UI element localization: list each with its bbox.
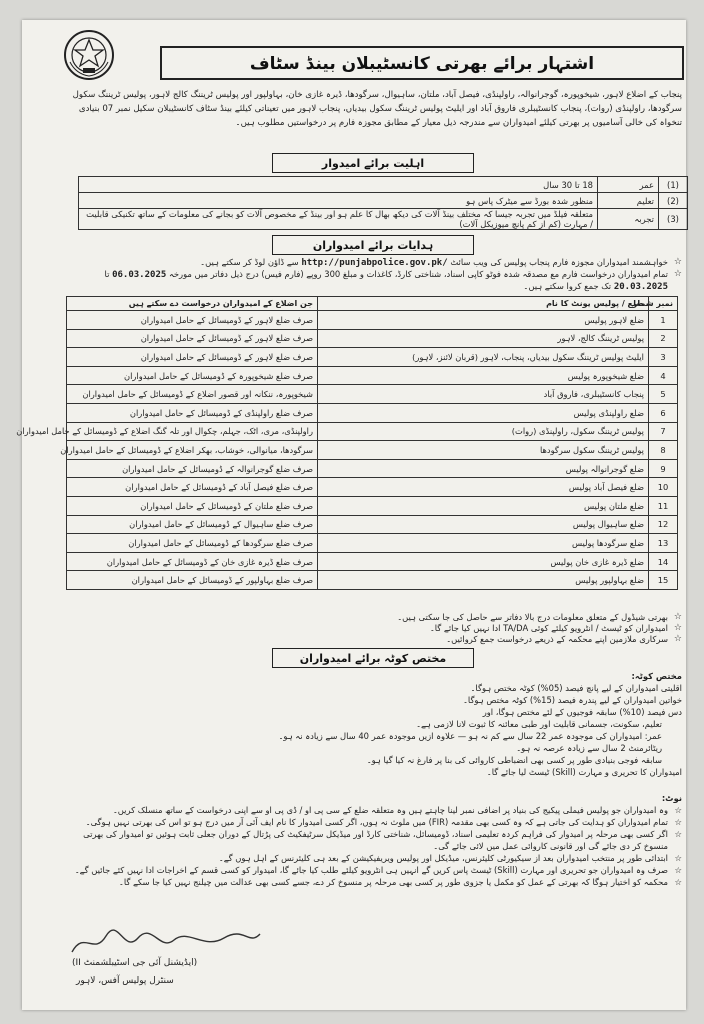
quota-label: مختص کوٹہ:: [631, 671, 682, 681]
note-item: [62, 828, 682, 852]
note-item: [62, 816, 682, 828]
eligible-domicile: سرگودھا، میانوالی، خوشاب، بھکر اضلاع کے ڈومیسائل کے حامل امیدواران: [67, 441, 318, 460]
eligible-domicile: شیخوپورہ، ننکانہ اور قصور اضلاع کے ڈومیسائل کے حامل امیدواران: [67, 385, 318, 404]
eligibility-row: [79, 177, 688, 193]
signatory-designation: (ایڈیشنل آئی جی اسٹیبلشمنٹ II): [72, 958, 198, 968]
row-num: 15: [649, 571, 678, 590]
note-text: وہ امیدواران جو پولیس فیملی پیکیج کی بنیاد پر اضافی نمبر لینا چاہتے ہیں وہ متعلقہ ضلع کے سی پی او / ڈی پی او سے اپنی درخواست کے ساتھ منسلک کریں۔: [112, 805, 668, 815]
row-num: 1: [649, 311, 678, 330]
guidelines-heading: ہدایات برائے امیدواران: [272, 235, 474, 255]
table-row: [67, 552, 678, 571]
eligible-domicile: صرف ضلع گوجرانوالہ کے ڈومیسائل کے حامل امیدواران: [67, 459, 318, 478]
list-item: ☆ سرکاری ملازمین اپنے محکمہ کے ذریعے درخواست جمع کروائیں۔: [62, 634, 682, 645]
quota-women: خواتین امیدواران کے لیے پندرہ فیصد (15%) کوٹہ مختص ہوگا۔: [462, 695, 682, 705]
download-instruction: ☆ خواہشمند امیدواران مجوزہ فارم پنجاب پولیس کی ویب سائٹ http://punjabpolice.gov.pk/ سے ڈاؤن لوڈ کر سکتے ہیں۔: [62, 257, 682, 269]
star-bullet-icon: ☆: [674, 877, 682, 887]
row-num: 7: [649, 422, 678, 441]
eligibility-num: (3): [659, 209, 688, 230]
quota-ex-servicemen: دس فیصد (10%) سابقہ فوجیوں کے لئے مختص ہوگا، اور: [482, 707, 682, 717]
unit-name: ضلع لاہور پولیس: [318, 311, 649, 330]
table-header-row: [67, 297, 678, 311]
signatory-office: سنٹرل پولیس آفس، لاہور: [76, 976, 174, 986]
unit-name: پولیس ٹریننگ سکول، راولپنڈی (روات): [318, 422, 649, 441]
table-row: [67, 366, 678, 385]
page-title: اشتہار برائے بھرتی کانسٹیبلان بینڈ سٹاف: [160, 46, 684, 80]
after-table-notes: [62, 612, 682, 645]
quota-ex-condition: سابقہ فوجی بنیادی طور پر کسی بھی انضباطی کاروائی کی بنا پر فارغ نہ کیا گیا ہو۔: [366, 755, 662, 765]
date-to: 20.03.2025: [613, 282, 668, 292]
police-crest-logo: [62, 28, 116, 82]
quota-ex-condition: تعلیم، سکونت، جسمانی قابلیت اور طبی معائنہ کا ثبوت لانا لازمی ہے۔: [416, 719, 662, 729]
table-row: [67, 403, 678, 422]
table-row: [67, 515, 678, 534]
star-bullet-icon: ☆: [674, 805, 682, 815]
eligible-domicile: راولپنڈی، مری، اٹک، جہلم، چکوال اور تلہ گنگ اضلاع کے ڈومیسائل کے حامل امیدواران: [67, 422, 318, 441]
note-item: [62, 852, 682, 864]
unit-name: ضلع ساہیوال پولیس: [318, 515, 649, 534]
header: [62, 26, 682, 84]
row-num: 14: [649, 552, 678, 571]
eligibility-value: متعلقہ فیلڈ میں تجربہ جیسا کہ مختلف بینڈ آلات کی دیکھ بھال کا علم ہو اور بینڈ کے مخصوص آلات کو بجانے کی معلومات کے ساتھ تکنیکی قابلیت / مہارت (کم از کم پانچ میوزیکل آلات): [79, 209, 598, 230]
list-item: ☆ بھرتی شیڈول کے متعلق معلومات درج بالا دفاتر سے حاصل کی جا سکتی ہیں۔: [62, 612, 682, 623]
row-num: 6: [649, 403, 678, 422]
row-num: 9: [649, 459, 678, 478]
row-num: 2: [649, 329, 678, 348]
note-text: اگر کسی بھی مرحلہ پر امیدوار کی فراہم کردہ تعلیمی اسناد، ڈومیسائل، شناختی کارڈ اور میڈیکل سرٹیفکیٹ کی پڑتال کے دوران جعلی ثابت ہوئیں تو امیدوار کی بھرتی منسوخ کر دی جائے گی اور قانونی کاروائی عمل میں لائی جائے گی۔: [83, 829, 668, 851]
star-bullet-icon: ☆: [674, 865, 682, 875]
star-bullet-icon: ☆: [674, 817, 682, 827]
unit-name: پولیس ٹریننگ کالج، لاہور: [318, 329, 649, 348]
eligible-domicile: صرف ضلع سرگودھا کے ڈومیسائل کے حامل امیدواران: [67, 534, 318, 553]
unit-name: ضلع ڈیرہ غازی خان پولیس: [318, 552, 649, 571]
unit-name: ضلع گوجرانوالہ پولیس: [318, 459, 649, 478]
eligible-domicile: صرف ضلع فیصل آباد کے ڈومیسائل کے حامل امیدواران: [67, 478, 318, 497]
guidelines-list: [62, 257, 682, 293]
note-item: [62, 804, 682, 816]
note-text: تمام امیدواران کو ہدایت کی جاتی ہے کہ وہ کسی بھی مقدمہ (FIR) میں ملوث نہ ہوں، اگر کسی امیدوار کا نام ایف آئی آر میں درج ہو تو اس کی بھرتی نہیں ہوگی۔: [85, 817, 668, 827]
table-row: [67, 571, 678, 590]
eligible-domicile: صرف ضلع راولپنڈی کے ڈومیسائل کے حامل امیدواران: [67, 403, 318, 422]
eligible-domicile: صرف ضلع شیخوپورہ کے ڈومیسائل کے حامل امیدواران: [67, 366, 318, 385]
unit-name: ضلع ملتان پولیس: [318, 496, 649, 515]
row-num: 5: [649, 385, 678, 404]
note-text: صرف وہ امیدواران جو تحریری اور مہارت (Skill) ٹیسٹ پاس کریں گے انہیں ہی انٹرویو کیلئے طلب کیا جائے گا، امیدوار کو کسی قسم کے اخراجات ادا نہیں کئے جائیں گے۔: [74, 865, 668, 875]
quota-section: [62, 670, 682, 778]
row-num: 8: [649, 441, 678, 460]
website-link[interactable]: http://punjabpolice.gov.pk/: [301, 258, 448, 268]
eligibility-num: (1): [659, 177, 688, 193]
signature-block: [58, 926, 268, 996]
row-num: 13: [649, 534, 678, 553]
unit-name: ضلع بہاولپور پولیس: [318, 571, 649, 590]
unit-name: ضلع فیصل آباد پولیس: [318, 478, 649, 497]
eligible-domicile: صرف ضلع لاہور کے ڈومیسائل کے حامل امیدواران: [67, 311, 318, 330]
eligibility-label: تعلیم: [598, 193, 659, 209]
unit-name: پنجاب کانسٹیبلری، فاروق آباد: [318, 385, 649, 404]
quota-ex-condition: ریٹائرمنٹ 2 سال سے زیادہ عرصہ نہ ہو۔: [516, 743, 662, 753]
quota-heading: مختص کوٹہ برائے امیدواران: [272, 648, 474, 668]
eligibility-label: عمر: [598, 177, 659, 193]
table-row: [67, 348, 678, 367]
eligibility-heading: اہلیت برائے امیدوار: [272, 153, 474, 173]
submission-instruction: ☆ تمام امیدواران درخواست فارم مع مصدقہ شدہ فوٹو کاپی اسناد، شناختی کارڈ، کاغذات و مبلغ 300 روپے (فارم فیس) درج ذیل دفاتر میں مورخہ 06.03.2025 تا 20.03.2025 تک جمع کروا سکتے ہیں۔: [62, 269, 682, 293]
unit-name: ضلع سرگودھا پولیس: [318, 534, 649, 553]
note-text: محکمہ کو اختیار ہوگا کہ بھرتی کے عمل کو مکمل یا جزوی طور پر کسی بھی مرحلہ پر منسوخ کر دے، جسے کسی بھی عدالت میں چیلنج نہیں کیا جا سکے گا۔: [118, 877, 668, 887]
eligibility-num: (2): [659, 193, 688, 209]
intro-paragraph: پنجاب کے اضلاع لاہور، شیخوپورہ، گوجرانوالہ، راولپنڈی، فیصل آباد، ملتان، ساہیوال، سرگودھا، ڈیرہ غازی خان، بہاولپور اور پولیس ٹریننگ کالج لاہور، پولیس ٹریننگ سکول سرگودھا، راولپنڈی (روات)، پنجاب کانسٹیبلری فاروق آباد اور ایلیٹ پولیس ٹریننگ سکول بیدیاں، پنجاب لاہور میں تعیناتی کیلئے بینڈ سٹاف کانسٹیبلان سکیل نمبر 07 بنیادی تنخواہ کی خالی آسامیوں پر بھرتی کیلئے امیدواران سے مندرجہ ذیل معیار کے مطابق مجوزہ فارم پر درخواستیں مطلوب ہیں۔: [72, 90, 682, 128]
list-item: ☆ امیدواران کو ٹیسٹ / انٹرویو کیلئے کوئی TA/DA ادا نہیں کیا جائے گا۔: [62, 623, 682, 634]
note-text: ابتدائی طور پر منتخب امیدواران بعد از سیکیورٹی کلیئرنس، میڈیکل اور پولیس ویریفیکیشن کے بعد ہی کلیئرنس کے اہل ہوں گے۔: [218, 853, 668, 863]
col-unit-header: ضلع / پولیس یونٹ کا نام: [318, 297, 649, 311]
unit-name: ضلع شیخوپورہ پولیس: [318, 366, 649, 385]
eligibility-label: تجربہ: [598, 209, 659, 230]
eligibility-value: 18 تا 30 سال: [79, 177, 598, 193]
col-num-header: نمبر شمار: [649, 297, 678, 311]
skill-test-note: امیدواران کا تحریری و مہارت (Skill) ٹیسٹ لیا جائے گا۔: [486, 767, 682, 777]
table-row: [67, 459, 678, 478]
eligibility-table: [78, 176, 688, 230]
eligible-domicile: صرف ضلع ساہیوال کے ڈومیسائل کے حامل امیدواران: [67, 515, 318, 534]
unit-name: پولیس ٹریننگ سکول سرگودھا: [318, 441, 649, 460]
table-row: [67, 441, 678, 460]
notes-section: [62, 792, 682, 888]
quota-minority: اقلیتی امیدواران کے لیے پانچ فیصد (05%) کوٹہ مختص ہوگا۔: [470, 683, 682, 693]
table-row: [67, 534, 678, 553]
star-bullet-icon: ☆: [674, 829, 682, 839]
eligible-domicile: صرف ضلع ملتان کے ڈومیسائل کے حامل امیدواران: [67, 496, 318, 515]
quota-ex-condition: عمر: امیدواران کی موجودہ عمر 22 سال سے کم نہ ہو — علاوہ ازیں موجودہ عمر 40 سال سے زیادہ نہ ہو۔: [278, 731, 662, 741]
table-row: [67, 496, 678, 515]
table-row: [67, 422, 678, 441]
table-row: [67, 478, 678, 497]
eligible-domicile: صرف ضلع لاہور کے ڈومیسائل کے حامل امیدواران: [67, 348, 318, 367]
advertisement-sheet: [16, 20, 686, 1010]
table-row: [67, 329, 678, 348]
row-num: 11: [649, 496, 678, 515]
date-from: 06.03.2025: [112, 270, 167, 280]
note-item: [62, 876, 682, 888]
col-remark-header: جن اضلاع کے امیدواران درخواست دے سکتے ہیں: [67, 297, 318, 311]
row-num: 3: [649, 348, 678, 367]
table-row: [67, 385, 678, 404]
eligibility-value: منظور شدہ بورڈ سے میٹرک پاس ہو: [79, 193, 598, 209]
table-row: [67, 311, 678, 330]
unit-name: ایلیٹ پولیس ٹریننگ سکول بیدیاں، پنجاب، لاہور (قربان لائنز، لاہور): [318, 348, 649, 367]
eligibility-row: [79, 193, 688, 209]
signature-scribble: [64, 926, 264, 960]
eligible-domicile: صرف ضلع لاہور کے ڈومیسائل کے حامل امیدواران: [67, 329, 318, 348]
row-num: 4: [649, 366, 678, 385]
eligible-domicile: صرف ضلع ڈیرہ غازی خان کے ڈومیسائل کے حامل امیدواران: [67, 552, 318, 571]
units-table: [16, 296, 678, 590]
unit-name: ضلع راولپنڈی پولیس: [318, 403, 649, 422]
note-item: [62, 864, 682, 876]
eligibility-row: [79, 209, 688, 230]
row-num: 12: [649, 515, 678, 534]
row-num: 10: [649, 478, 678, 497]
star-bullet-icon: ☆: [674, 853, 682, 863]
eligible-domicile: صرف ضلع بہاولپور کے ڈومیسائل کے حامل امیدواران: [67, 571, 318, 590]
notes-label: نوٹ:: [661, 793, 682, 803]
